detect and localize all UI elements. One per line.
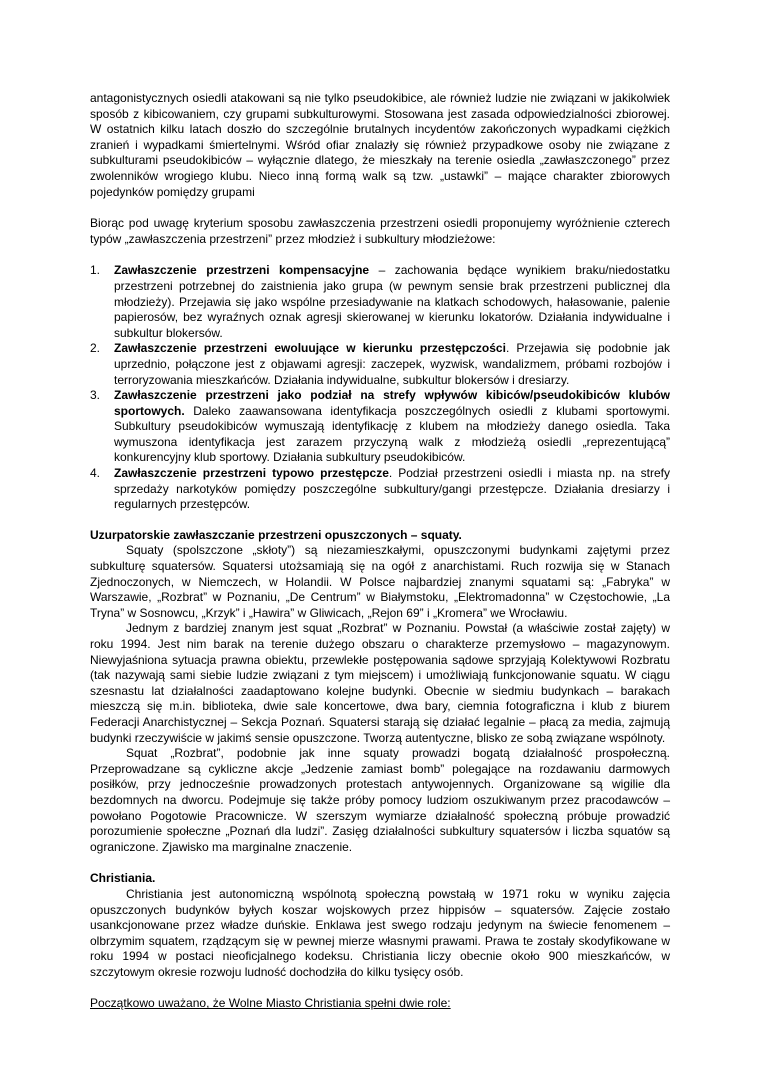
types-list [90,263,670,513]
list-number: 2. [90,341,101,356]
spacer [90,247,670,263]
intro-paragraph-1: antagonistycznych osiedli atakowani są nie tylko pseudokibice, ale również ludzie nie związani w jakikolwiek sposób z kibicowaniem, czy grupami subkulturowymi. Stosowana jest zasada odpowiedzialności zbiorowej. W ostatnich kilku latach doszło do szczególnie brutalnych incydentów zakończonych wypadkami ciężkich zranień i wypadkami śmiertelnymi. Wśród ofiar znalazły się również przypadkowe osoby nie związane z subkulturami pseudokibiców – wyłącznie dlatego, że mieszkały na terenie osiedla „zawłaszczonego” przez zwolenników wrogiego klubu. Nieco inną formą walk są tzw. „ustawki” – mające charakter zbiorowych pojedynków pomiędzy grupami [90,91,670,199]
list-item-text: . Podział przestrzeni osiedli i miasta np. na strefy sprzedaży narkotyków pomiędzy poszczególne subkultury/gangi przestępcze. Działania dresiarzy i regularnych przestępców. [114,466,670,512]
christiania-closing-line: Początkowo uważano, że Wolne Miasto Christiania spełni dwie role: [90,996,451,1011]
list-item-text: . Przejawia się podobnie jak uprzednio, połączone jest z objawami agresji: zaczepek, wyzwisk, wandalizmem, próbami rozbojów i terroryzowania mieszkańców. Działania indywidualne, subkultur blokersów i dresiarzy. [114,341,670,387]
spacer [90,980,670,996]
list-item [90,263,670,341]
spacer [90,855,670,871]
spacer [90,513,670,528]
list-item-title: Zawłaszczenie przestrzeni kompensacyjne [114,263,370,278]
spacer [90,200,670,216]
list-item [90,466,670,513]
list-item-title: Zawłaszczenie przestrzeni typowo przestępcze [114,466,389,481]
list-number: 4. [90,466,101,481]
list-item-title: Zawłaszczenie przestrzeni ewoluujące w kierunku przestępczości [114,341,506,356]
list-item-text: Daleko zaawansowana identyfikacja poszczególnych osiedli z klubami sportowymi. Subkultury pseudokibiców wymuszają identyfikację z klubem na młodzieży danego osiedla. Taka wymuszona identyfikacja jest zarazem przyczyną walk z młodzieżą osiedli „reprezentującą” konkurencyjny klub sportowy. Działania subkultury pseudokibiców. [114,403,670,465]
list-item-text: – zachowania będące wynikiem braku/niedostatku przestrzeni potrzebnej do zaistnienia jako grupa (w pewnym sensie brak przestrzeni publicznej dla młodzieży). Przejawia się jako wspólne przesiadywanie na klatkach schodowych, hałasowanie, palenie papierosów, bez wyraźnych oznak agresji skierowanej w kierunku lokatorów. Działania indywidualne i subkultur blokersów. [114,263,670,340]
christiania-paragraph-1: Christiania jest autonomiczną wspólnotą społeczną powstałą w 1971 roku w wyniku zajęcia opuszczonych budynków byłych koszar wojskowych przez hippisów – squatersów. Zajęcie zostało usankcjonowane przez władze duńskie. Enklawa jest swego rodzaju jedynym na świecie fenomenem – olbrzymim squatem, rządzącym się w pewnej mierze własnymi prawami. Prawa te zostały skodyfikowane w roku 1994 w postaci nieoficjalnego kodeksu. Christiania liczy obecnie około 900 mieszkańców, w szczytowym okresie rozwoju ludność dochodziła do kilku tysięcy osób. [90,886,670,979]
list-number: 1. [90,263,101,278]
list-item [90,388,670,466]
squats-paragraph-3: Squat „Rozbrat”, podobnie jak inne squaty prowadzi bogatą działalność prospołeczną. Przeprowadzane są cykliczne akcje „Jedzenie zamiast bomb” polegające na rozdawaniu darmowych posiłków, przy jednocześnie prowadzonych protestach antywojennych. Organizowane są wigilie dla bezdomnych na dworcu. Podejmuje się także próby pomocy ludziom oszukiwanym przez pracodawców – powołano Pogotowie Pracownicze. W szerszym wymiarze działalność społeczną próbuje prowadzić porozumienie społeczne „Poznań dla ludzi”. Zasięg działalności subkultury squatersów i liczba squatów są ograniczone. Zjawisko ma marginalne znaczenie. [90,746,670,854]
squats-heading: Uzurpatorskie zawłaszczanie przestrzeni opuszczonych – squaty. [90,527,462,542]
christiania-heading: Christiania. [90,871,156,886]
intro-paragraph-2: Biorąc pod uwagę kryterium sposobu zawłaszczenia przestrzeni osiedli proponujemy wyróżnienie czterech typów „zawłaszczenia przestrzeni” przez młodzież i subkultury młodzieżowe: [90,216,670,246]
list-item [90,341,670,388]
list-item-title: Zawłaszczenie przestrzeni jako podział na strefy wpływów kibiców/pseudokibiców klubów sportowych. [114,388,670,418]
squats-paragraph-2: Jednym z bardziej znanym jest squat „Rozbrat” w Poznaniu. Powstał (a właściwie został zajęty) w roku 1994. Jest nim barak na terenie dużego obszaru o charakterze przemysłowo – magazynowym. Niewyjaśniona sytuacja prawna obiektu, przewlekłe postępowania sądowe sprzyjają Kolektywowi Rozbratu (tak nazywają sami siebie ludzie związani z tym miejscem) i umożliwiają funkcjonowanie squatu. W ciągu szesnastu lat działalności zaadaptowano kolejne budynki. Obecnie w siedmiu budynkach – barakach mieszczą się m.in. biblioteka, dwie sale koncertowe, dwa bary, ciemnia fotograficzna i klub z biurem Federacji Anarchistycznej – Sekcja Poznań. Squatersi starają się działać legalnie – płacą za media, zajmują budynki rzeczywiście w jakimś sensie opuszczone. Tworzą autentyczne, blisko ze sobą związane wspólnoty. [90,621,670,745]
squats-paragraph-1: Squaty (spolszczone „skłoty”) są niezamieszkałymi, opuszczonymi budynkami zajętymi przez subkulturę squatersów. Squatersi utożsamiają się na ogół z anarchistami. Ruch rozwija się w Stanach Zjednoczonych, w Niemczech, w Holandii. W Polsce najbardziej znanymi squatami są: „Fabryka” w Warszawie, „Rozbrat” w Poznaniu, „De Centrum” w Białymstoku, „Elektromadonna” w Częstochowie, „La Tryna” w Sosnowcu, „Krzyk” i „Hawira” w Gliwicach, „Rejon 69” i „Kromera” we Wrocławiu. [90,543,670,620]
list-number: 3. [90,388,101,403]
